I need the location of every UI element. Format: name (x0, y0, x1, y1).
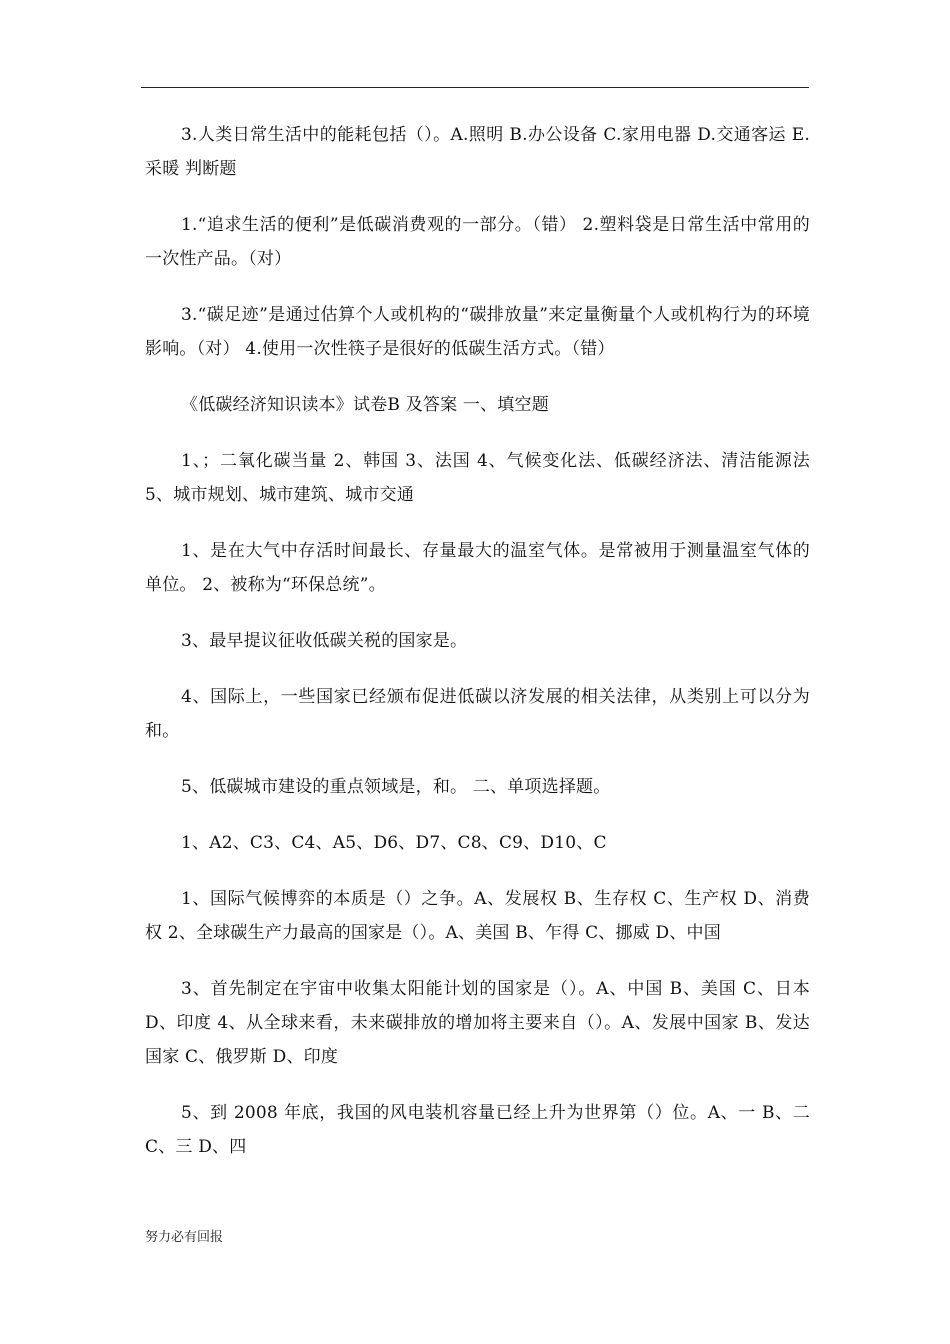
paragraph: 1.“追求生活的便利”是低碳消费观的一部分。（错） 2.塑料袋是日常生活中常用的一次性产品。（对） (145, 215, 810, 269)
paragraph: 1、国际气候博弈的本质是（）之争。A、发展权 B、生存权 C、生产权 D、消费权 2、全球碳生产力最高的国家是（）。A、美国 B、乍得 C、挪威 D、中国 (145, 889, 810, 943)
paragraph: 3、最早提议征收低碳关税的国家是。 (181, 631, 468, 651)
paragraph: 3、首先制定在宇宙中收集太阳能计划的国家是（）。A、中国 B、美国 C、日本 D、印度 4、从全球来看，未来碳排放的增加将主要来自（）。A、发展中国家 B、发达国家 C、俄罗斯 D、印度 (145, 979, 810, 1067)
paragraph: 5、低碳城市建设的重点领域是，和。 二、单项选择题。 (181, 777, 611, 797)
paragraph: 1、是在大气中存活时间最长、存量最大的温室气体。是常被用于测量温室气体的单位。 2、被称为“环保总统”。 (145, 541, 810, 595)
paragraph: 3.“碳足迹”是通过估算个人或机构的“碳排放量”来定量衡量个人或机构行为的环境影响。（对） 4.使用一次性筷子是很好的低碳生活方式。（错） (145, 305, 810, 359)
page-footer: 努力必有回报 (145, 1230, 224, 1245)
paragraph: 4、国际上，一些国家已经颁布促进低碳以济发展的相关法律，从类别上可以分为 和。 (145, 687, 810, 741)
paragraph: 1、A2、C3、C4、A5、D6、D7、C8、C9、D10、C (181, 833, 607, 853)
header-rule (141, 87, 809, 88)
paragraph: 5、到 2008 年底，我国的风电装机容量已经上升为世界第（）位。A、一 B、二 C、三 D、四 (145, 1103, 810, 1157)
paragraph: 3.人类日常生活中的能耗包括（）。A.照明 B.办公设备 C.家用电器 D.交通客运 E.采暖 判断题 (145, 125, 810, 179)
paragraph: 《低碳经济知识读本》试卷B 及答案 一、填空题 (181, 395, 549, 415)
paragraph: 1、；二氧化碳当量 2、韩国 3、法国 4、气候变化法、低碳经济法、清洁能源法 5、城市规划、城市建筑、城市交通 (145, 451, 810, 505)
document-body (145, 118, 810, 1186)
